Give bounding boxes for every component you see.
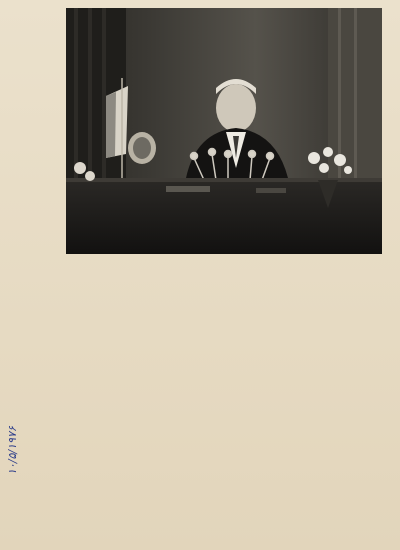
news-photo: [66, 8, 382, 254]
article-column-4: [308, 358, 394, 518]
photo-illustration: [66, 8, 382, 254]
photo-caption: [66, 255, 382, 285]
page-footer: [0, 527, 400, 545]
article-column-3: [210, 358, 296, 518]
article-columns: [14, 358, 394, 518]
article-column-2: [112, 358, 198, 518]
handwritten-date: ۱۰/۵/۱۹۷۶: [6, 426, 19, 475]
article-column-1: [14, 358, 100, 518]
